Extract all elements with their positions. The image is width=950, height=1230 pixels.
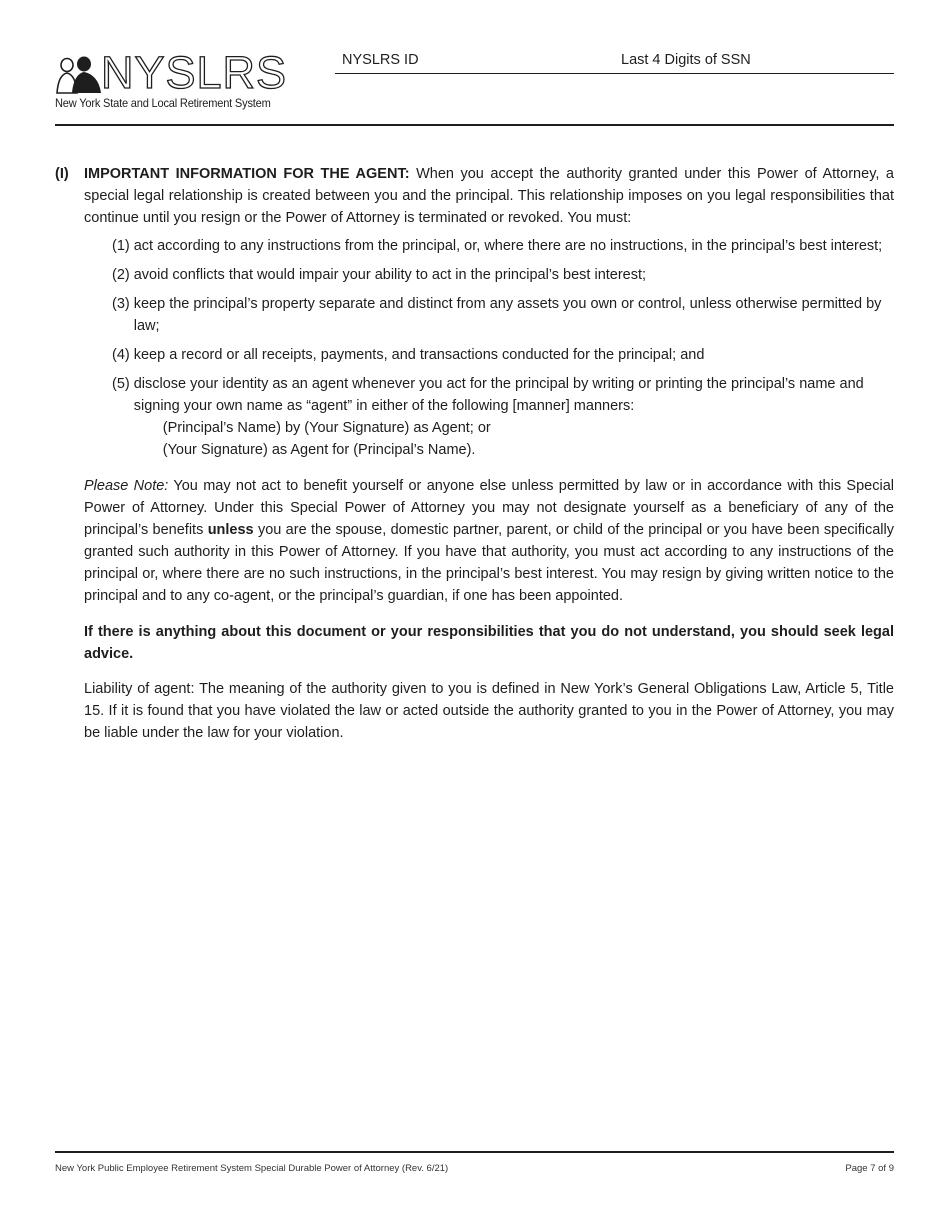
legal-advice-notice: If there is anything about this document or your responsibilities that you do not understand, you should seek legal advice. — [84, 624, 894, 662]
section-heading: IMPORTANT INFORMATION FOR THE AGENT: — [84, 166, 410, 182]
list-item-text: keep the principal’s property separate and distinct from any assets you own or control, unless otherwise permitted by law; — [133, 296, 882, 334]
list-item-number: (4) — [112, 347, 130, 363]
section-intro — [84, 163, 894, 229]
note-text-part2: you are the spouse, domestic partner, parent, or child of the principal or you have been specifically granted such authority in this Power of Attorney. If you have that authority, you must act according to any instructions of the principal or, where there are no such instructions, in the principal’s best interest. You may resign by giving written notice to the principal and to any co-agent, or the principal’s guardian, if one has been appointed. — [84, 522, 895, 604]
list-item-text: act according to any instructions from the principal, or, where there are no instructions, in the principal’s best interest; — [133, 238, 883, 254]
note-text-part1: You may not act to benefit yourself or anyone else unless permitted by law or in accordance with this Special Power of Attorney. Under this Special Power of Attorney you may not designate yourself as a beneficiary of any of the principal’s benefits — [84, 478, 894, 538]
note-emphasis: unless — [207, 522, 254, 538]
footer-form-title: New York Public Employee Retirement System Special Durable Power of Attorney (Rev. 6/21) — [55, 1163, 449, 1174]
footer-divider — [55, 1151, 894, 1153]
section-intro-text: When you accept the authority granted under this Power of Attorney, a special legal relationship is created between you and the principal. This relationship imposes on you legal responsibilities that continue until you resign or the Power of Attorney is terminated or revoked. You must: — [84, 166, 894, 226]
list-item-number: (5) — [112, 376, 130, 392]
list-item — [112, 373, 894, 461]
list-item-text — [134, 373, 894, 461]
nyslrs-id-label: NYSLRS ID — [342, 52, 419, 68]
list-item — [112, 293, 894, 337]
nyslrs-logo — [55, 47, 288, 114]
list-item-number: (2) — [112, 267, 130, 283]
id-field-line — [335, 73, 894, 74]
agent-information-section — [55, 163, 894, 744]
people-logo-icon — [55, 56, 103, 94]
liability-paragraph: Liability of agent: The meaning of the authority given to you is defined in New York’s General Obligations Law, Article 5, Title 15. If it is found that you have violated the law or acted outside the authority granted to you in the Power of Attorney, you may be liable under the law for your violation. — [84, 681, 894, 741]
list-item — [112, 235, 894, 257]
list-item-text-content: disclose your identity as an agent whenever you act for the principal by writing or printing the principal’s name and signing your own name as “agent” in either of the following [manner] manners: — [133, 376, 864, 414]
list-item-text: keep a record or all receipts, payments, and transactions conducted for the principal; and — [133, 347, 705, 363]
signature-format-2: (Your Signature) as Agent for (Principal’s Name). — [162, 442, 476, 458]
please-note-paragraph — [84, 475, 894, 607]
responsibilities-list — [112, 235, 894, 461]
logo-wordmark: NYSLRS — [101, 47, 288, 98]
signature-format-1: (Principal’s Name) by (Your Signature) as Agent; or — [162, 420, 491, 436]
header-divider — [55, 124, 894, 126]
logo-subtitle: New York State and Local Retirement System — [55, 96, 271, 110]
list-item-number: (1) — [112, 238, 130, 254]
list-item — [112, 344, 894, 366]
note-label: Please Note: — [84, 478, 169, 494]
ssn-label: Last 4 Digits of SSN — [621, 52, 751, 68]
list-item — [112, 264, 894, 286]
page-number: Page 7 of 9 — [845, 1163, 894, 1174]
section-marker: (I) — [55, 166, 69, 182]
list-item-text: avoid conflicts that would impair your ability to act in the principal’s best interest; — [133, 267, 647, 283]
list-item-number: (3) — [112, 296, 130, 312]
